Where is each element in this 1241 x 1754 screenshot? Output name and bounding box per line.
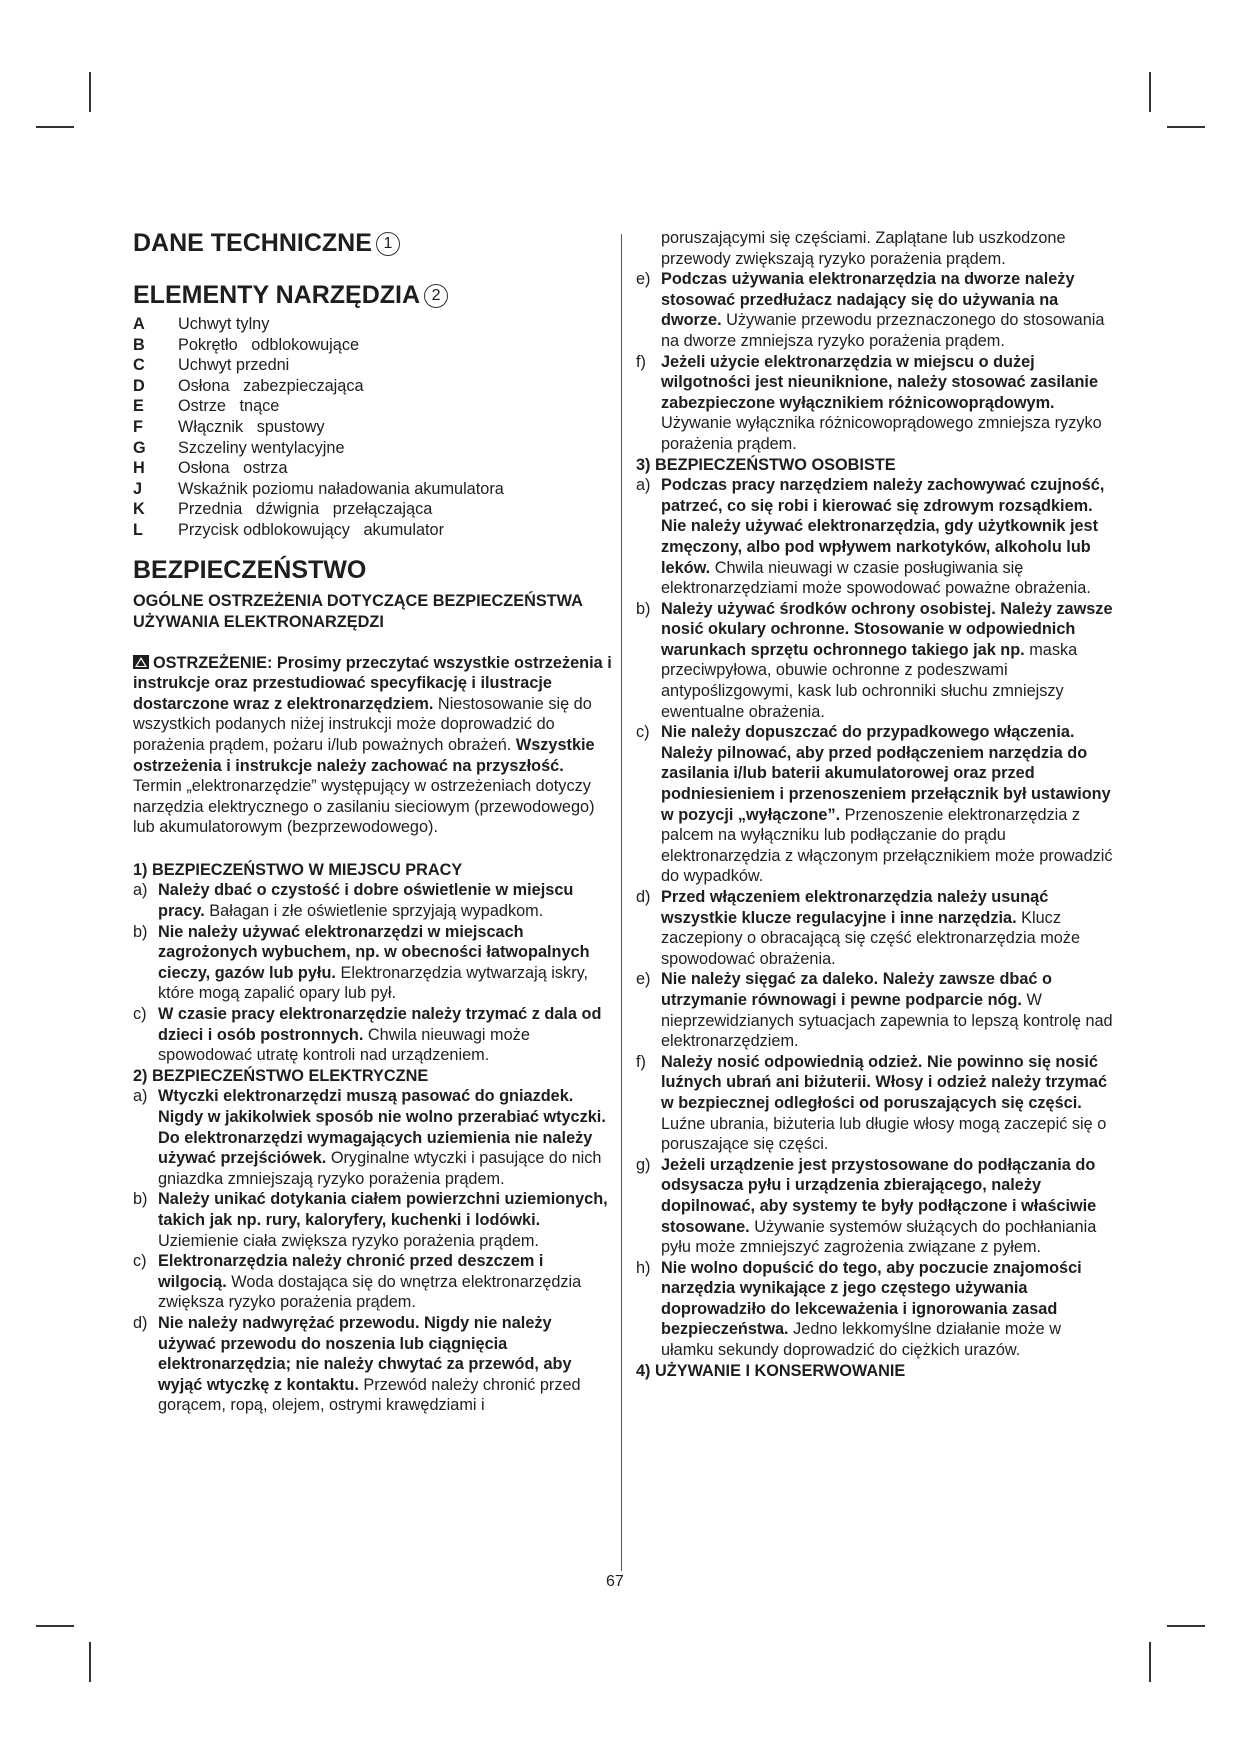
part-key: H bbox=[133, 459, 145, 478]
list-item-label: d) bbox=[636, 888, 651, 906]
list-item-bold: Nie wolno dopuścić do tego, aby poczucie znajomości narzędzia wynikające z jego częstego używania doprowadziło do lekceważenia i ignorowania zasad bezpieczeństwa. bbox=[661, 1258, 1082, 1339]
parts-list-item bbox=[133, 438, 613, 459]
list-item-label: e) bbox=[636, 270, 651, 289]
list-item-label: h) bbox=[636, 1258, 651, 1277]
part-label: Włącznik spustowy bbox=[178, 417, 325, 436]
parts-list-item bbox=[133, 499, 613, 520]
list-item-bold: Nie należy używać elektronarzędzi w miejscach zagrożonych wybuchem, np. w obecności łatwopalnych cieczy, gazów lub pyłu. bbox=[158, 922, 590, 982]
list-item bbox=[636, 475, 1116, 599]
list-item-text: Woda dostająca się do wnętrza elektronarzędzia zwiększa ryzyko porażenia prądem. bbox=[158, 1272, 582, 1312]
warning-triangle-icon bbox=[133, 654, 149, 668]
part-key: F bbox=[133, 417, 143, 436]
crop-mark bbox=[1149, 72, 1151, 112]
list-item-label: b) bbox=[133, 922, 148, 941]
list-item bbox=[636, 887, 1116, 969]
list-item-text: Oryginalne wtyczki i pasujące do nich gniazdka zmniejszają ryzyko porażenia prądem. bbox=[158, 1149, 602, 1188]
part-label: Szczeliny wentylacyjne bbox=[178, 438, 345, 457]
list-item-bold: Przed włączeniem elektronarzędzia należy usunąć wszystkie klucze regulacyjne i inne narzędzia. bbox=[661, 888, 1049, 927]
list-item-text: Chwila nieuwagi może spowodować utratę kontroli nad urządzeniem. bbox=[158, 1025, 530, 1065]
list-item-bold: Wtyczki elektronarzędzi muszą pasować do gniazdek. Nigdy w jakikolwiek sposób nie wolno przerabiać wtyczki. Do elektronarzędzi wymagających uziemienia nie należy używać przejściówek. bbox=[158, 1087, 606, 1168]
list-item-label: a) bbox=[133, 881, 148, 900]
list-item-text: Uziemienie ciała zwiększa ryzyko porażenia prądem. bbox=[158, 1231, 539, 1250]
parts-list-item bbox=[133, 396, 613, 417]
parts-list-item bbox=[133, 376, 613, 397]
list-item bbox=[133, 1189, 613, 1251]
part-label: Wskaźnik poziomu naładowania akumulatora bbox=[178, 479, 504, 498]
part-key: D bbox=[133, 376, 145, 395]
list-item bbox=[636, 1052, 1116, 1155]
list-item-text: Używanie przewodu przeznaczonego do stosowania na dworze zmniejsza ryzyko porażenia prądem. bbox=[661, 311, 1105, 350]
section-1-title: 1) BEZPIECZEŃSTWO W MIEJSCU PRACY bbox=[133, 860, 463, 879]
crop-mark bbox=[89, 1642, 91, 1682]
parts-list-item bbox=[133, 314, 613, 335]
list-item-bold: Należy unikać dotykania ciałem powierzchni uziemionych, takich jak np. rury, kaloryfery, kuchenki i lodówki. bbox=[158, 1190, 608, 1229]
list-item-text: W nieprzewidzianych sytuacjach zapewnia to lepszą kontrolę nad elektronarzędziem. bbox=[661, 990, 1113, 1051]
section-2-list bbox=[133, 1086, 613, 1416]
parts-list-item bbox=[133, 355, 613, 376]
crop-mark bbox=[1167, 1625, 1205, 1627]
heading-technical-data: DANE TECHNICZNE 1 bbox=[133, 228, 613, 258]
part-key: J bbox=[133, 479, 143, 498]
crop-mark bbox=[89, 72, 91, 112]
section-2-title: 2) BEZPIECZEŃSTWO ELEKTRYCZNE bbox=[133, 1066, 429, 1085]
list-item-label: g) bbox=[636, 1155, 651, 1174]
list-item-bold: Należy dbać o czystość i dobre oświetlenie w miejscu pracy. bbox=[158, 881, 574, 921]
list-item bbox=[133, 880, 613, 921]
part-key: B bbox=[133, 335, 145, 354]
list-item bbox=[636, 722, 1116, 887]
section-3-list bbox=[636, 475, 1116, 1361]
list-item bbox=[133, 922, 613, 1004]
list-item bbox=[636, 969, 1116, 1051]
list-item-text: Luźne ubrania, biżuteria lub długie włosy mogą zaczepić się o poruszające się części. bbox=[661, 1114, 1107, 1154]
part-key: A bbox=[133, 315, 145, 333]
crop-mark bbox=[36, 126, 74, 128]
list-item-text: Przenoszenie elektronarzędzia z palcem na wyłączniku lub podłączanie do prądu elektronarzędzia z włączonym przełącznikiem może prowadzić do wypadków. bbox=[661, 805, 1113, 886]
list-item-bold: Podczas używania elektronarzędzia na dworze należy stosować przedłużacz nadający się do używania na dworze. bbox=[661, 270, 1075, 330]
page-number: 67 bbox=[606, 1573, 624, 1590]
list-item-bold: Jeżeli urządzenie jest przystosowane do podłączania do odsysacza pyłu i urządzenia zbierającego, należy dopilnować, aby systemy te były podłączone i właściwie stosowane. bbox=[661, 1155, 1097, 1236]
list-item-label: d) bbox=[133, 1313, 148, 1332]
list-item-text: Jedno lekkomyślne działanie może w ułamku sekundy doprowadzić do ciężkich urazów. bbox=[661, 1320, 1061, 1360]
list-item bbox=[636, 352, 1116, 455]
part-label: Przycisk odblokowujący akumulator bbox=[178, 520, 445, 539]
list-item-label: c) bbox=[133, 1252, 147, 1271]
section-3-title: 3) BEZPIECZEŃSTWO OSOBISTE bbox=[636, 455, 896, 474]
list-item-bold: Należy używać środków ochrony osobistej. Należy zawsze nosić okulary ochronne. Stosowanie w odpowiednich warunkach sprzętu ochronnego takiego jak np. bbox=[661, 599, 1113, 659]
right-column bbox=[636, 228, 1116, 1381]
continued-text: poruszającymi się częściami. Zaplątane lub uszkodzone przewody zwiększają ryzyko porażenia prądem. bbox=[661, 229, 1066, 268]
list-item-text: Przewód należy chronić przed gorącem, ropą, olejem, ostrymi krawędziami i bbox=[158, 1375, 581, 1415]
left-column bbox=[133, 228, 613, 1416]
list-item-bold: Nie należy nadwyrężać przewodu. Nigdy nie należy używać przewodu do noszenia lub ciągnięcia elektronarzędzia; nie należy chwytać za przewód, aby wyjąć wtyczkę z kontaktu. bbox=[158, 1313, 572, 1394]
list-item-text: Chwila nieuwagi w czasie posługiwania się elektronarzędziami może spowodować poważne obrażenia. bbox=[661, 558, 1091, 598]
parts-list-item bbox=[133, 520, 613, 541]
list-item-label: a) bbox=[636, 476, 651, 495]
part-key: C bbox=[133, 356, 145, 375]
part-label: Uchwyt tylny bbox=[178, 315, 270, 333]
figure-ref-1: 1 bbox=[376, 232, 400, 256]
parts-list-item bbox=[133, 458, 613, 479]
list-item-label: b) bbox=[636, 599, 651, 618]
general-warnings-heading: OGÓLNE OSTRZEŻENIA DOTYCZĄCE BEZPIECZEŃSTWA UŻYWANIA ELEKTRONARZĘDZI bbox=[133, 591, 583, 631]
list-item bbox=[636, 269, 1116, 351]
figure-ref-2: 2 bbox=[424, 284, 448, 308]
parts-list-item bbox=[133, 479, 613, 500]
section-4-title: 4) UŻYWANIE I KONSERWOWANIE bbox=[636, 1361, 906, 1380]
list-item-bold: W czasie pracy elektronarzędzie należy trzymać z dala od dzieci i osób postronnych. bbox=[158, 1005, 602, 1044]
list-item-bold: Należy nosić odpowiednią odzież. Nie powinno się nosić luźnych ubrań ani biżuterii. Włosy i odzież należy trzymać w bezpiecznej odległości od poruszających się części. bbox=[661, 1052, 1108, 1112]
warning-paragraph: OSTRZEŻENIE: Prosimy przeczytać wszystkie ostrzeżenia i instrukcje oraz przestudiować specyfikację i ilustracje dostarczone wraz z elektronarzędziem. Niestosowanie się do wszystkich podanych niżej instrukcji może doprowadzić do porażenia prądem, pożaru i/lub poważnych obrażeń. Wszystkie ostrzeżenia i instrukcje należy zachować na przyszłość. Termin „elektronarzędzie” występujący w ostrzeżeniach dotyczy narzędzia elektrycznego o zasilaniu sieciowym (przewodowego) lub akumulatorowym (bezprzewodowego). bbox=[133, 653, 612, 837]
part-key: K bbox=[133, 500, 145, 519]
parts-list-item bbox=[133, 417, 613, 438]
list-item-text: Używanie systemów służących do pochłaniania pyłu może zmniejszyć zagrożenia związane z pyłem. bbox=[661, 1217, 1097, 1257]
parts-list-item bbox=[133, 335, 613, 356]
part-label: Osłona ostrza bbox=[178, 459, 288, 478]
list-item-text: Używanie wyłącznika różnicowoprądowego zmniejsza ryzyko porażenia prądem. bbox=[661, 414, 1102, 453]
part-label: Pokrętło odblokowujące bbox=[178, 335, 360, 354]
column-divider bbox=[621, 234, 622, 1571]
crop-mark bbox=[36, 1625, 74, 1627]
list-item-bold: Elektronarzędzia należy chronić przed deszczem i wilgocią. bbox=[158, 1252, 544, 1291]
list-item bbox=[636, 599, 1116, 723]
list-item-label: f) bbox=[636, 1052, 646, 1071]
part-key: E bbox=[133, 397, 144, 416]
part-label: Uchwyt przedni bbox=[178, 356, 290, 375]
crop-mark bbox=[1149, 1642, 1151, 1682]
list-item-label: c) bbox=[133, 1005, 147, 1024]
list-item-label: b) bbox=[133, 1190, 148, 1209]
list-item bbox=[133, 1004, 613, 1066]
list-item-text: Elektronarzędzia wytwarzają iskry, które mogą zapalić opary lub pył. bbox=[158, 963, 589, 1003]
list-item-bold: Nie należy sięgać za daleko. Należy zawsze dbać o utrzymanie równowagi i pewne podparcie nóg. bbox=[661, 970, 1052, 1009]
section-2-list-continued bbox=[636, 269, 1116, 454]
list-item-text: Klucz zaczepiony o obracającą się część elektronarzędzia może spowodować obrażenia. bbox=[661, 908, 1081, 968]
part-key: L bbox=[133, 520, 143, 539]
part-label: Osłona zabezpieczająca bbox=[178, 376, 364, 395]
part-key: G bbox=[133, 438, 146, 457]
part-label: Ostrze tnące bbox=[178, 397, 280, 416]
list-item-text: maska przeciwpyłowa, obuwie ochronne z podeszwami antypoślizgowymi, kask lub ochronniki słuchu zmniejszy ewentualne obrażenia. bbox=[661, 640, 1078, 721]
crop-mark bbox=[1167, 126, 1205, 128]
list-item-text: Bałagan i złe oświetlenie sprzyjają wypadkom. bbox=[204, 902, 544, 921]
list-item bbox=[133, 1251, 613, 1313]
list-item-label: e) bbox=[636, 970, 651, 989]
list-item-bold: Podczas pracy narzędziem należy zachowywać czujność, patrzeć, co się robi i kierować się zdrowym rozsądkiem. Nie należy używać elektronarzędzia, gdy użytkownik jest zmęczony, albo pod wpływem narkotyków, alkoholu lub leków. bbox=[661, 476, 1105, 577]
list-item bbox=[636, 1258, 1116, 1361]
list-item-bold: Nie należy dopuszczać do przypadkowego włączenia. Należy pilnować, aby przed podłączeniem narzędzia do zasilania i/lub baterii akumulatorowej oraz przed podniesieniem i przenoszeniem przełącznik był ustawiony w pozycji „wyłączone”. bbox=[661, 723, 1111, 824]
part-label: Przednia dźwignia przełączająca bbox=[178, 500, 433, 519]
list-item bbox=[133, 1313, 613, 1416]
list-item-bold: Jeżeli użycie elektronarzędzia w miejscu o dużej wilgotności jest nieuniknione, należy stosować zasilanie zabezpieczone wyłącznikiem różnicowoprądowym. bbox=[661, 352, 1098, 412]
list-item-label: c) bbox=[636, 723, 650, 742]
list-item-label: a) bbox=[133, 1087, 148, 1106]
heading-safety: BEZPIECZEŃSTWO bbox=[133, 555, 367, 584]
list-item bbox=[133, 1086, 613, 1189]
list-item-label: f) bbox=[636, 352, 646, 371]
heading-tool-elements: ELEMENTY NARZĘDZIA 2 bbox=[133, 280, 613, 310]
parts-list bbox=[133, 314, 613, 541]
list-item bbox=[636, 1155, 1116, 1258]
section-1-list bbox=[133, 880, 613, 1065]
